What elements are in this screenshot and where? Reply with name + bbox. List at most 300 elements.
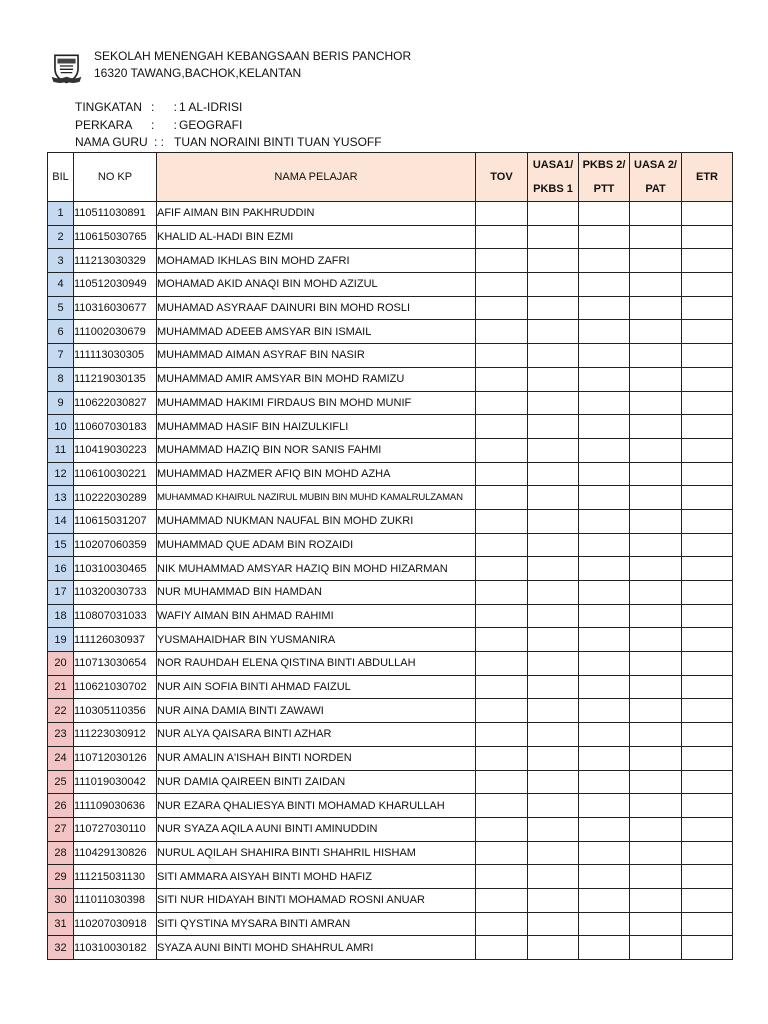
cell-pkbs2[interactable]: [579, 438, 630, 462]
cell-uasa1[interactable]: [528, 652, 579, 676]
cell-etr[interactable]: [682, 628, 733, 652]
cell-pkbs2[interactable]: [579, 770, 630, 794]
cell-uasa1[interactable]: [528, 462, 579, 486]
cell-bil: 26: [48, 794, 74, 818]
cell-pkbs2[interactable]: [579, 296, 630, 320]
cell-etr[interactable]: [682, 462, 733, 486]
cell-uasa2[interactable]: [630, 628, 682, 652]
table-row: [48, 604, 733, 628]
cell-pkbs2[interactable]: [579, 817, 630, 841]
cell-uasa2[interactable]: [630, 865, 682, 889]
cell-etr[interactable]: [682, 912, 733, 936]
cell-tov[interactable]: [476, 699, 528, 723]
cell-nama-pelajar: MOHAMAD AKID ANAQI BIN MOHD AZIZUL: [157, 273, 476, 297]
cell-bil: 23: [48, 723, 74, 747]
school-name: SEKOLAH MENENGAH KEBANGSAAN BERIS PANCHOR: [94, 49, 412, 63]
cell-nama-pelajar: MUHAMAD ASYRAAF DAINURI BIN MOHD ROSLI: [157, 296, 476, 320]
cell-uasa2[interactable]: [630, 367, 682, 391]
school-address: 16320 TAWANG,BACHOK,KELANTAN: [94, 66, 302, 80]
cell-nama-pelajar: WAFIY AIMAN BIN AHMAD RAHIMI: [157, 604, 476, 628]
cell-etr[interactable]: [682, 202, 733, 226]
cell-etr[interactable]: [682, 841, 733, 865]
cell-tov[interactable]: [476, 865, 528, 889]
cell-pkbs2[interactable]: [579, 462, 630, 486]
cell-tov[interactable]: [476, 817, 528, 841]
cell-uasa1[interactable]: [528, 675, 579, 699]
cell-uasa1[interactable]: [528, 367, 579, 391]
cell-uasa2[interactable]: [630, 723, 682, 747]
cell-tov[interactable]: [476, 533, 528, 557]
cell-no-kp: 111019030042: [74, 770, 157, 794]
table-row: [48, 367, 733, 391]
table-row: [48, 723, 733, 747]
cell-pkbs2[interactable]: [579, 652, 630, 676]
table-row: [48, 509, 733, 533]
cell-pkbs2[interactable]: [579, 486, 630, 510]
cell-etr[interactable]: [682, 652, 733, 676]
cell-nama-pelajar: SYAZA AUNI BINTI MOHD SHAHRUL AMRI: [157, 936, 476, 960]
header-uasa1-line2: PKBS 1: [533, 183, 573, 195]
cell-bil: 15: [48, 533, 74, 557]
cell-etr[interactable]: [682, 581, 733, 605]
cell-uasa1[interactable]: [528, 249, 579, 273]
cell-uasa2[interactable]: [630, 581, 682, 605]
cell-uasa1[interactable]: [528, 865, 579, 889]
cell-etr[interactable]: [682, 415, 733, 439]
cell-etr[interactable]: [682, 675, 733, 699]
cell-bil: 12: [48, 462, 74, 486]
cell-uasa2[interactable]: [630, 273, 682, 297]
school-header: [94, 48, 411, 82]
cell-tov[interactable]: [476, 249, 528, 273]
cell-etr[interactable]: [682, 509, 733, 533]
cell-uasa1[interactable]: [528, 273, 579, 297]
cell-uasa2[interactable]: [630, 604, 682, 628]
cell-no-kp: 110512030949: [74, 273, 157, 297]
cell-uasa1[interactable]: [528, 415, 579, 439]
cell-pkbs2[interactable]: [579, 225, 630, 249]
cell-nama-pelajar: MUHAMMAD HAZMER AFIQ BIN MOHD AZHA: [157, 462, 476, 486]
cell-no-kp: 110310030465: [74, 557, 157, 581]
cell-tov[interactable]: [476, 652, 528, 676]
cell-uasa1[interactable]: [528, 628, 579, 652]
cell-bil: 20: [48, 652, 74, 676]
cell-etr[interactable]: [682, 320, 733, 344]
table-header-row: [48, 153, 733, 202]
cell-bil: 30: [48, 888, 74, 912]
cell-uasa1[interactable]: [528, 699, 579, 723]
cell-uasa2[interactable]: [630, 699, 682, 723]
cell-nama-pelajar: MUHAMMAD HAZIQ BIN NOR SANIS FAHMI: [157, 438, 476, 462]
cell-tov[interactable]: [476, 936, 528, 960]
cell-pkbs2[interactable]: [579, 746, 630, 770]
cell-uasa2[interactable]: [630, 841, 682, 865]
cell-etr[interactable]: [682, 438, 733, 462]
cell-pkbs2[interactable]: [579, 344, 630, 368]
cell-bil: 22: [48, 699, 74, 723]
perkara-value: GEOGRAFI: [179, 117, 243, 132]
cell-no-kp: 111011030398: [74, 888, 157, 912]
cell-no-kp: 110807031033: [74, 604, 157, 628]
cell-uasa1[interactable]: [528, 486, 579, 510]
cell-tov[interactable]: [476, 746, 528, 770]
table-row: [48, 699, 733, 723]
cell-uasa1[interactable]: [528, 912, 579, 936]
cell-pkbs2[interactable]: [579, 794, 630, 818]
header-pkbs2-line2: PTT: [593, 183, 615, 195]
table-row: [48, 628, 733, 652]
cell-pkbs2[interactable]: [579, 581, 630, 605]
table-row: [48, 912, 733, 936]
class-info: [75, 99, 382, 152]
cell-etr[interactable]: [682, 888, 733, 912]
cell-uasa1[interactable]: [528, 509, 579, 533]
cell-uasa2[interactable]: [630, 888, 682, 912]
cell-etr[interactable]: [682, 367, 733, 391]
cell-nama-pelajar: MUHAMMAD HAKIMI FIRDAUS BIN MOHD MUNIF: [157, 391, 476, 415]
cell-bil: 7: [48, 344, 74, 368]
cell-pkbs2[interactable]: [579, 841, 630, 865]
cell-etr[interactable]: [682, 533, 733, 557]
table-row: [48, 533, 733, 557]
cell-pkbs2[interactable]: [579, 202, 630, 226]
cell-uasa2[interactable]: [630, 557, 682, 581]
header-pkbs2-line1: PKBS 2/: [582, 159, 626, 171]
cell-no-kp: 110622030827: [74, 391, 157, 415]
cell-pkbs2[interactable]: [579, 604, 630, 628]
cell-pkbs2[interactable]: [579, 723, 630, 747]
table-row: [48, 225, 733, 249]
cell-etr[interactable]: [682, 723, 733, 747]
cell-uasa1[interactable]: [528, 557, 579, 581]
table-row: [48, 936, 733, 960]
table-row: [48, 296, 733, 320]
cell-bil: 17: [48, 581, 74, 605]
cell-no-kp: 110607030183: [74, 415, 157, 439]
cell-bil: 10: [48, 415, 74, 439]
cell-bil: 16: [48, 557, 74, 581]
cell-no-kp: 111002030679: [74, 320, 157, 344]
cell-etr[interactable]: [682, 699, 733, 723]
cell-etr[interactable]: [682, 273, 733, 297]
nama-guru-value: TUAN NORAINI BINTI TUAN YUSOFF: [174, 135, 382, 149]
cell-pkbs2[interactable]: [579, 273, 630, 297]
cell-tov[interactable]: [476, 391, 528, 415]
table-row: [48, 865, 733, 889]
cell-uasa2[interactable]: [630, 462, 682, 486]
cell-bil: 8: [48, 367, 74, 391]
cell-no-kp: 110712030126: [74, 746, 157, 770]
cell-bil: 19: [48, 628, 74, 652]
cell-uasa1[interactable]: [528, 320, 579, 344]
cell-uasa2[interactable]: [630, 202, 682, 226]
cell-uasa2[interactable]: [630, 438, 682, 462]
cell-etr[interactable]: [682, 794, 733, 818]
cell-no-kp: 111223030912: [74, 723, 157, 747]
cell-pkbs2[interactable]: [579, 888, 630, 912]
cell-pkbs2[interactable]: [579, 533, 630, 557]
cell-nama-pelajar: MUHAMMAD AMIR AMSYAR BIN MOHD RAMIZU: [157, 367, 476, 391]
cell-tov[interactable]: [476, 438, 528, 462]
cell-nama-pelajar: YUSMAHAIDHAR BIN YUSMANIRA: [157, 628, 476, 652]
perkara-label: PERKARA: [75, 117, 133, 132]
cell-uasa2[interactable]: [630, 296, 682, 320]
cell-tov[interactable]: [476, 320, 528, 344]
cell-bil: 1: [48, 202, 74, 226]
cell-uasa2[interactable]: [630, 415, 682, 439]
table-row: [48, 462, 733, 486]
header-etr: ETR: [682, 153, 733, 202]
cell-no-kp: 110207030918: [74, 912, 157, 936]
cell-nama-pelajar: MUHAMMAD QUE ADAM BIN ROZAIDI: [157, 533, 476, 557]
cell-bil: 2: [48, 225, 74, 249]
cell-uasa1[interactable]: [528, 817, 579, 841]
cell-tov[interactable]: [476, 225, 528, 249]
cell-tov[interactable]: [476, 604, 528, 628]
school-crest-icon: [50, 52, 83, 85]
cell-uasa1[interactable]: [528, 202, 579, 226]
cell-etr[interactable]: [682, 746, 733, 770]
cell-tov[interactable]: [476, 723, 528, 747]
cell-bil: 24: [48, 746, 74, 770]
cell-nama-pelajar: MUHAMMAD NUKMAN NAUFAL BIN MOHD ZUKRI: [157, 509, 476, 533]
cell-tov[interactable]: [476, 581, 528, 605]
cell-bil: 5: [48, 296, 74, 320]
table-row: [48, 557, 733, 581]
cell-pkbs2[interactable]: [579, 628, 630, 652]
cell-no-kp: 110615030765: [74, 225, 157, 249]
cell-uasa2[interactable]: [630, 912, 682, 936]
cell-tov[interactable]: [476, 415, 528, 439]
student-rows: [48, 202, 733, 960]
cell-no-kp: 110713030654: [74, 652, 157, 676]
cell-no-kp: 110320030733: [74, 581, 157, 605]
cell-uasa2[interactable]: [630, 509, 682, 533]
table-row: [48, 391, 733, 415]
header-pkbs2: [579, 153, 630, 202]
cell-uasa2[interactable]: [630, 344, 682, 368]
cell-uasa2[interactable]: [630, 794, 682, 818]
header-no-kp: NO KP: [74, 153, 157, 202]
perkara-row: [75, 117, 382, 135]
table-row: [48, 438, 733, 462]
cell-uasa2[interactable]: [630, 391, 682, 415]
cell-etr[interactable]: [682, 557, 733, 581]
cell-etr[interactable]: [682, 296, 733, 320]
cell-uasa1[interactable]: [528, 888, 579, 912]
table-row: [48, 202, 733, 226]
cell-nama-pelajar: NURUL AQILAH SHAHIRA BINTI SHAHRIL HISHAM: [157, 841, 476, 865]
cell-pkbs2[interactable]: [579, 249, 630, 273]
cell-tov[interactable]: [476, 770, 528, 794]
table-row: [48, 415, 733, 439]
table-row: [48, 770, 733, 794]
cell-pkbs2[interactable]: [579, 391, 630, 415]
cell-nama-pelajar: NUR DAMIA QAIREEN BINTI ZAIDAN: [157, 770, 476, 794]
cell-bil: 21: [48, 675, 74, 699]
cell-tov[interactable]: [476, 344, 528, 368]
cell-uasa1[interactable]: [528, 936, 579, 960]
cell-uasa1[interactable]: [528, 344, 579, 368]
cell-tov[interactable]: [476, 273, 528, 297]
cell-uasa2[interactable]: [630, 249, 682, 273]
table-row: [48, 581, 733, 605]
cell-bil: 18: [48, 604, 74, 628]
cell-pkbs2[interactable]: [579, 936, 630, 960]
cell-nama-pelajar: MUHAMMAD KHAIRUL NAZIRUL MUBIN BIN MUHD KAMALRULZAMAN: [157, 486, 476, 510]
cell-pkbs2[interactable]: [579, 320, 630, 344]
cell-no-kp: 110610030221: [74, 462, 157, 486]
cell-nama-pelajar: NOR RAUHDAH ELENA QISTINA BINTI ABDULLAH: [157, 652, 476, 676]
cell-etr[interactable]: [682, 817, 733, 841]
nama-guru-label: NAMA GURU: [75, 135, 148, 149]
table-row: [48, 486, 733, 510]
cell-uasa2[interactable]: [630, 652, 682, 676]
cell-etr[interactable]: [682, 865, 733, 889]
cell-etr[interactable]: [682, 344, 733, 368]
cell-no-kp: 110222030289: [74, 486, 157, 510]
cell-nama-pelajar: MOHAMAD IKHLAS BIN MOHD ZAFRI: [157, 249, 476, 273]
cell-etr[interactable]: [682, 391, 733, 415]
cell-uasa2[interactable]: [630, 936, 682, 960]
table-row: [48, 817, 733, 841]
table-row: [48, 888, 733, 912]
nama-guru-separator: : :: [154, 135, 165, 149]
cell-tov[interactable]: [476, 628, 528, 652]
cell-pkbs2[interactable]: [579, 367, 630, 391]
cell-bil: 9: [48, 391, 74, 415]
nama-guru-row: [75, 134, 382, 152]
cell-bil: 4: [48, 273, 74, 297]
cell-etr[interactable]: [682, 936, 733, 960]
cell-uasa2[interactable]: [630, 486, 682, 510]
cell-pkbs2[interactable]: [579, 415, 630, 439]
header-tov: TOV: [476, 153, 528, 202]
cell-nama-pelajar: AFIF AIMAN BIN PAKHRUDDIN: [157, 202, 476, 226]
cell-uasa2[interactable]: [630, 225, 682, 249]
cell-tov[interactable]: [476, 794, 528, 818]
table-row: [48, 320, 733, 344]
cell-pkbs2[interactable]: [579, 912, 630, 936]
cell-bil: 11: [48, 438, 74, 462]
table-row: [48, 273, 733, 297]
cell-pkbs2[interactable]: [579, 557, 630, 581]
cell-uasa1[interactable]: [528, 438, 579, 462]
cell-uasa2[interactable]: [630, 320, 682, 344]
cell-no-kp: 111113030305: [74, 344, 157, 368]
cell-etr[interactable]: [682, 770, 733, 794]
cell-uasa1[interactable]: [528, 746, 579, 770]
cell-nama-pelajar: NIK MUHAMMAD AMSYAR HAZIQ BIN MOHD HIZARMAN: [157, 557, 476, 581]
table-row: [48, 344, 733, 368]
cell-tov[interactable]: [476, 296, 528, 320]
cell-tov[interactable]: [476, 486, 528, 510]
cell-no-kp: 110316030677: [74, 296, 157, 320]
cell-tov[interactable]: [476, 675, 528, 699]
cell-pkbs2[interactable]: [579, 509, 630, 533]
cell-uasa1[interactable]: [528, 604, 579, 628]
cell-uasa1[interactable]: [528, 225, 579, 249]
header-uasa2-line2: PAT: [645, 183, 666, 195]
tingkatan-label: TINGKATAN: [75, 100, 142, 114]
cell-uasa1[interactable]: [528, 391, 579, 415]
cell-tov[interactable]: [476, 841, 528, 865]
cell-etr[interactable]: [682, 486, 733, 510]
cell-no-kp: 110305110356: [74, 699, 157, 723]
cell-uasa1[interactable]: [528, 841, 579, 865]
cell-nama-pelajar: SITI AMMARA AISYAH BINTI MOHD HAFIZ: [157, 865, 476, 889]
tingkatan-separator: : :: [151, 100, 186, 114]
cell-etr[interactable]: [682, 225, 733, 249]
cell-no-kp: 111126030937: [74, 628, 157, 652]
cell-tov[interactable]: [476, 202, 528, 226]
tingkatan-row: [75, 99, 382, 117]
cell-bil: 32: [48, 936, 74, 960]
cell-etr[interactable]: [682, 604, 733, 628]
cell-pkbs2[interactable]: [579, 865, 630, 889]
table-row: [48, 794, 733, 818]
cell-tov[interactable]: [476, 367, 528, 391]
cell-nama-pelajar: NUR SYAZA AQILA AUNI BINTI AMINUDDIN: [157, 817, 476, 841]
cell-uasa2[interactable]: [630, 746, 682, 770]
table-row: [48, 841, 733, 865]
cell-no-kp: 111109030636: [74, 794, 157, 818]
cell-no-kp: 110419030223: [74, 438, 157, 462]
header-nama-pelajar: NAMA PELAJAR: [157, 153, 476, 202]
header-uasa1-line1: UASA1/: [532, 159, 574, 171]
cell-uasa1[interactable]: [528, 794, 579, 818]
cell-bil: 3: [48, 249, 74, 273]
cell-nama-pelajar: SITI QYSTINA MYSARA BINTI AMRAN: [157, 912, 476, 936]
cell-uasa2[interactable]: [630, 675, 682, 699]
header-bil: BIL: [48, 153, 74, 202]
cell-tov[interactable]: [476, 888, 528, 912]
table-row: [48, 249, 733, 273]
tingkatan-value: 1 AL-IDRISI: [179, 100, 243, 114]
cell-pkbs2[interactable]: [579, 699, 630, 723]
header-uasa2-line1: UASA 2/: [634, 159, 677, 171]
cell-uasa1[interactable]: [528, 581, 579, 605]
cell-no-kp: 111219030135: [74, 367, 157, 391]
cell-nama-pelajar: NUR MUHAMMAD BIN HAMDAN: [157, 581, 476, 605]
header-uasa2: [630, 153, 682, 202]
cell-uasa1[interactable]: [528, 296, 579, 320]
cell-uasa1[interactable]: [528, 723, 579, 747]
student-table: [47, 152, 733, 960]
cell-etr[interactable]: [682, 249, 733, 273]
cell-nama-pelajar: NUR AMALIN A'ISHAH BINTI NORDEN: [157, 746, 476, 770]
cell-tov[interactable]: [476, 462, 528, 486]
cell-nama-pelajar: NUR EZARA QHALIESYA BINTI MOHAMAD KHARULLAH: [157, 794, 476, 818]
cell-tov[interactable]: [476, 912, 528, 936]
cell-uasa2[interactable]: [630, 533, 682, 557]
table-row: [48, 652, 733, 676]
cell-nama-pelajar: NUR AINA DAMIA BINTI ZAWAWI: [157, 699, 476, 723]
cell-tov[interactable]: [476, 557, 528, 581]
table-row: [48, 675, 733, 699]
cell-bil: 28: [48, 841, 74, 865]
cell-pkbs2[interactable]: [579, 675, 630, 699]
cell-no-kp: 110511030891: [74, 202, 157, 226]
cell-nama-pelajar: KHALID AL-HADI BIN EZMI: [157, 225, 476, 249]
cell-uasa2[interactable]: [630, 770, 682, 794]
cell-tov[interactable]: [476, 509, 528, 533]
cell-uasa1[interactable]: [528, 770, 579, 794]
cell-uasa1[interactable]: [528, 533, 579, 557]
cell-uasa2[interactable]: [630, 817, 682, 841]
cell-no-kp: 110207060359: [74, 533, 157, 557]
cell-nama-pelajar: MUHAMMAD ADEEB AMSYAR BIN ISMAIL: [157, 320, 476, 344]
